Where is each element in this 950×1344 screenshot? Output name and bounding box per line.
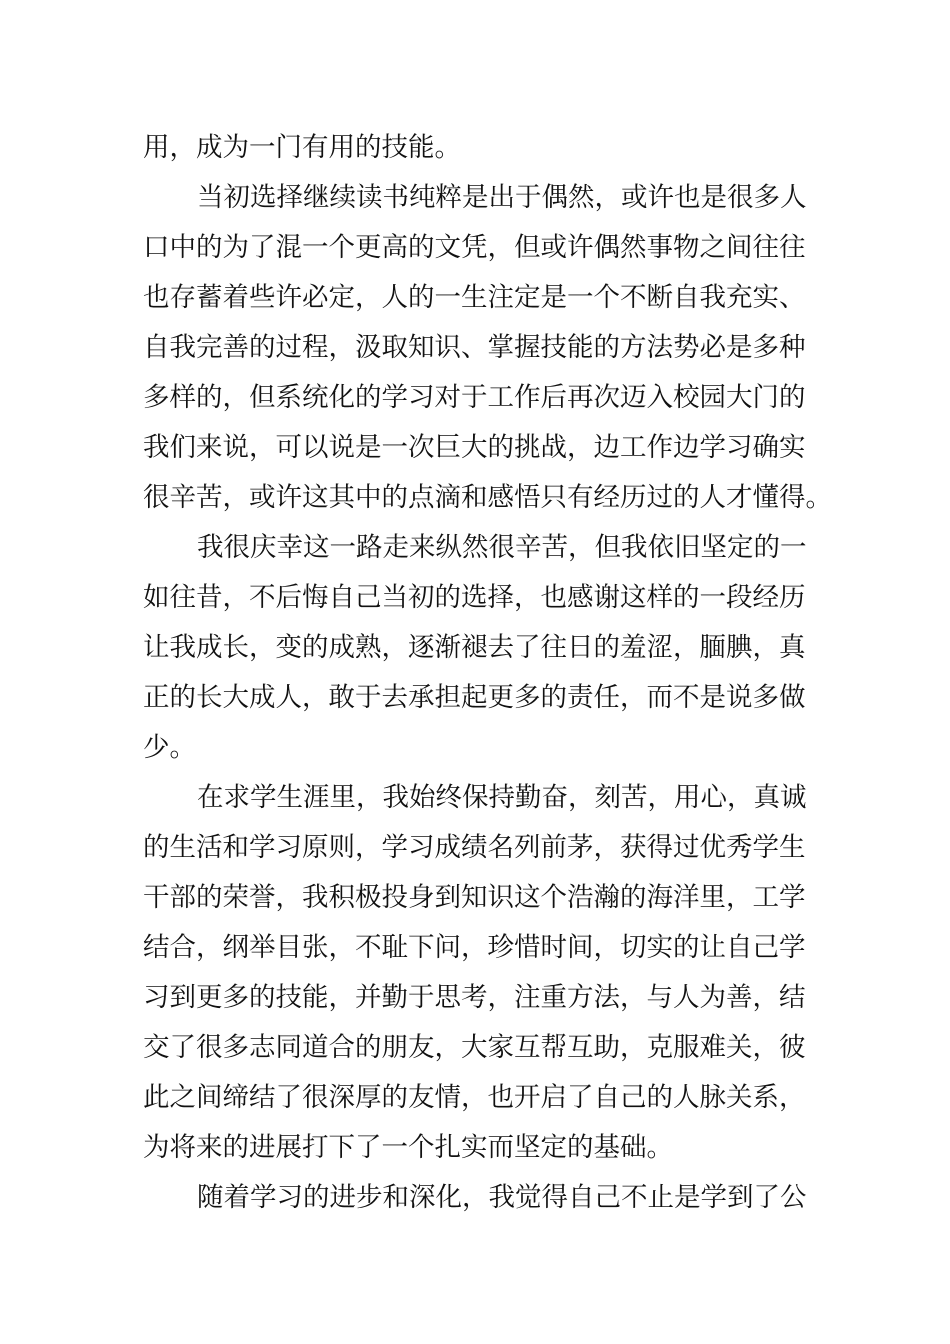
paragraph-start-line: 当初选择继续读书纯粹是出于偶然，或许也是很多人: [197, 182, 807, 213]
text-line: 为将来的进展打下了一个扎实而坚定的基础。: [143, 1132, 673, 1163]
text-line: 少。: [143, 732, 196, 763]
text-line: 很辛苦，或许这其中的点滴和感悟只有经历过的人才懂得。: [143, 482, 832, 513]
text-line: 口中的为了混一个更高的文凭，但或许偶然事物之间往往: [143, 232, 806, 263]
text-line: 用，成为一门有用的技能。: [143, 132, 461, 163]
text-line: 让我成长，变的成熟，逐渐褪去了往日的羞涩，腼腆，真: [143, 632, 806, 663]
text-line: 也存蓄着些许必定，人的一生注定是一个不断自我充实、: [143, 282, 806, 313]
paragraph-start-line: 随着学习的进步和深化，我觉得自己不止是学到了公: [197, 1182, 807, 1213]
text-line: 的生活和学习原则，学习成绩名列前茅，获得过优秀学生: [143, 832, 806, 863]
paragraph-start-line: 我很庆幸这一路走来纵然很辛苦，但我依旧坚定的一: [197, 532, 807, 563]
text-line: 如往昔，不后悔自己当初的选择，也感谢这样的一段经历: [143, 582, 806, 613]
text-line: 我们来说，可以说是一次巨大的挑战，边工作边学习确实: [143, 432, 806, 463]
text-line: 结合，纲举目张，不耻下问，珍惜时间，切实的让自己学: [143, 932, 806, 963]
text-line: 多样的，但系统化的学习对于工作后再次迈入校园大门的: [143, 382, 806, 413]
paragraph-start-line: 在求学生涯里，我始终保持勤奋，刻苦，用心，真诚: [197, 782, 807, 813]
text-line: 自我完善的过程，汲取知识、掌握技能的方法势必是多种: [143, 332, 806, 363]
text-line: 习到更多的技能，并勤于思考，注重方法，与人为善，结: [143, 982, 806, 1013]
text-line: 交了很多志同道合的朋友，大家互帮互助，克服难关，彼: [143, 1032, 806, 1063]
text-line: 干部的荣誉，我积极投身到知识这个浩瀚的海洋里，工学: [143, 882, 806, 913]
text-line: 此之间缔结了很深厚的友情，也开启了自己的人脉关系，: [143, 1082, 806, 1113]
text-line: 正的长大成人，敢于去承担起更多的责任，而不是说多做: [143, 682, 806, 713]
